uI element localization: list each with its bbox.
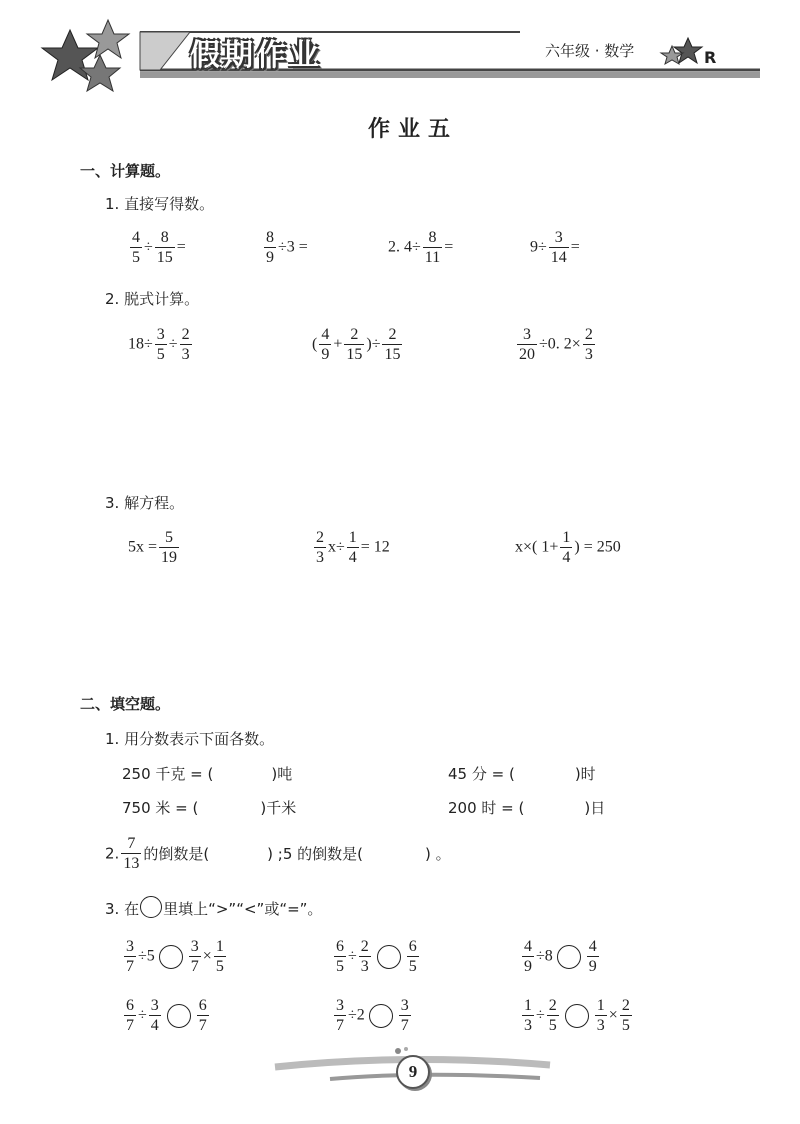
compare-item: $\frac{4}{9}$ ÷8 $\frac{4}{9}$ [524,938,597,975]
direct-calc-item: $\frac{4}{5}$ ÷ $\frac{8}{15}$ = [132,229,186,266]
fill-item-left: 250 千克 = ( )吨 [122,765,293,783]
star-cluster-icon [42,20,129,91]
fill-item-left: 750 米 = ( )千米 [122,799,297,817]
compare-circle[interactable] [377,945,401,969]
header-graphic [0,0,800,110]
header-title: 假期作业 [190,38,322,73]
reciprocal-question: 2. $\frac{7}{13}$ 的倒数是( ) ;5 的倒数是( ) 。 [105,835,451,872]
small-star-icon [661,38,702,64]
edition-label: R [704,48,717,67]
page-title: 作业五 [368,116,459,142]
compare-circle[interactable] [159,945,183,969]
direct-calc-item: $\frac{8}{9}$ ÷3 = [266,229,308,266]
fill-item-right: 200 时 = ( )日 [448,799,606,817]
compare-circle[interactable] [557,945,581,969]
compare-circle[interactable] [167,1004,191,1028]
compare-circle-icon [140,896,162,918]
equation-item: $\frac{2}{3}$ x÷ $\frac{1}{4}$ = 12 [316,529,390,566]
stepwise-calc-item: ( $\frac{4}{9}$ + $\frac{2}{15}$ )÷ $\frac{2}{15}$ [312,326,401,363]
compare-item: $\frac{6}{7}$ ÷ $\frac{3}{4}$ $\frac{6}{7}$ [126,997,207,1034]
stepwise-calc-item: $\frac{3}{20}$ ÷0. 2× $\frac{2}{3}$ [519,326,593,363]
compare-item: $\frac{6}{5}$ ÷ $\frac{2}{3}$ $\frac{6}{5}$ [336,938,417,975]
header-decoration [0,0,800,110]
direct-calc-item: 2. 4÷ $\frac{8}{11}$ = [388,229,454,266]
compare-item: $\frac{3}{7}$ ÷2 $\frac{3}{7}$ [336,997,409,1034]
question-label-fraction: 1. 用分数表示下面各数。 [105,730,275,748]
section-title-fill-blank: 二、填空题。 [80,695,171,713]
compare-circle[interactable] [369,1004,393,1028]
question-label-equation: 3. 解方程。 [105,494,185,512]
compare-item: $\frac{1}{3}$ ÷ $\frac{2}{5}$ $\frac{1}{3}$ × $\frac{2}{5}$ [524,997,630,1034]
compare-question-label: 3. 在 里填上“>”“<”或“=”。 [105,896,322,919]
compare-item: $\frac{3}{7}$ ÷5 $\frac{3}{7}$ × $\frac{1}{5}$ [126,938,224,975]
compare-circle[interactable] [565,1004,589,1028]
equation-item: x×( 1+ $\frac{1}{4}$ ) = 250 [515,529,621,566]
equation-item: 5x = $\frac{5}{19}$ [128,529,178,566]
grade-subject-label: 六年级 · 数学 [545,42,635,60]
section-title-calculation: 一、计算题。 [80,162,171,180]
question-label-stepwise: 2. 脱式计算。 [105,290,200,308]
page-number: 9 [408,1062,418,1081]
direct-calc-item: 9÷ $\frac{3}{14}$ = [530,229,580,266]
fill-item-right: 45 分 = ( )时 [448,765,596,783]
question-label-direct: 1. 直接写得数。 [105,195,215,213]
page-number-badge [396,1055,430,1089]
stepwise-calc-item: 18÷ $\frac{3}{5}$ ÷ $\frac{2}{3}$ [128,326,190,363]
